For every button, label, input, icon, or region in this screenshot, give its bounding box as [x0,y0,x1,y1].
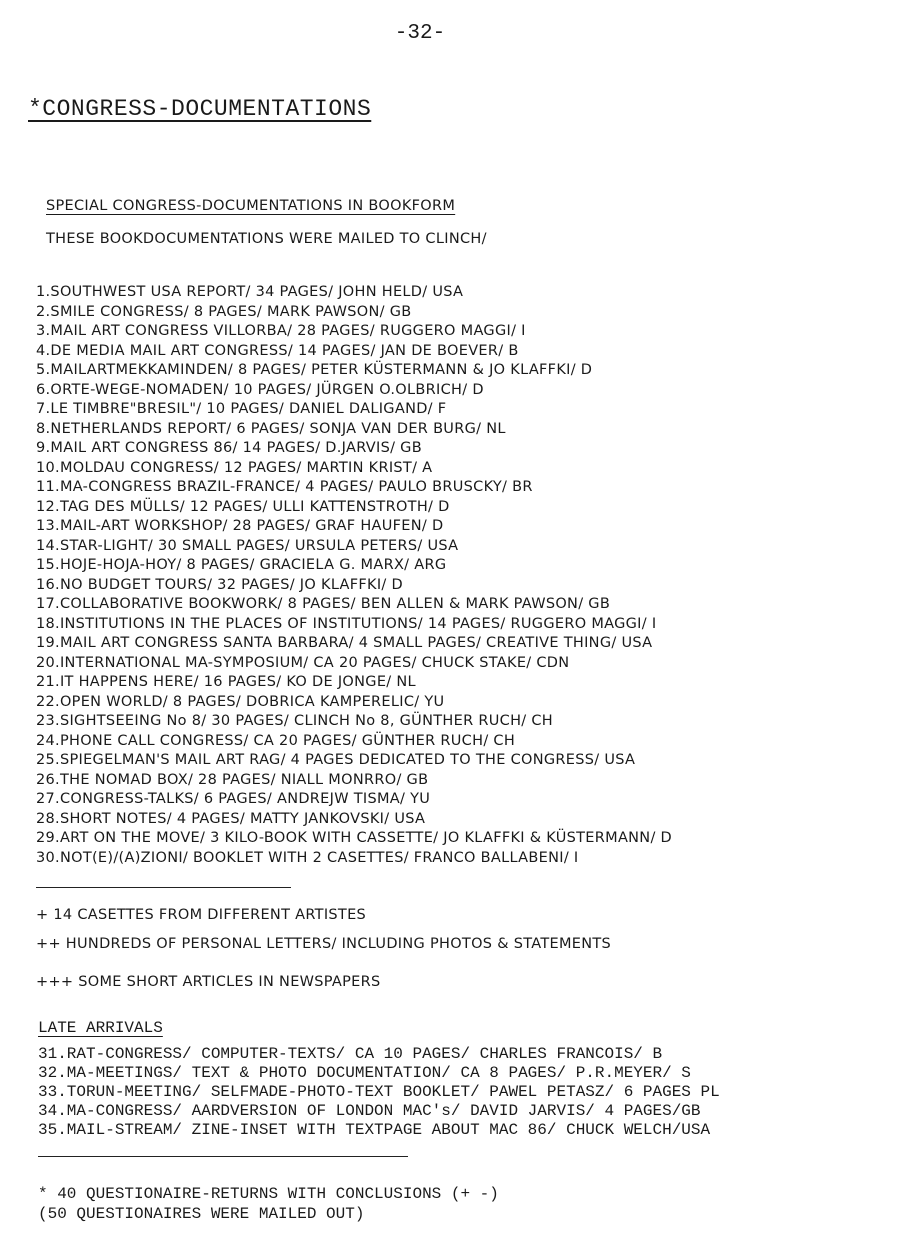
list-item: 11.MA-CONGRESS BRAZIL-FRANCE/ 4 PAGES/ PAULO BRUSCKY/ BR [36,479,533,495]
extra-note: +++ SOME SHORT ARTICLES IN NEWSPAPERS [36,974,381,990]
list-item: 23.SIGHTSEEING No 8/ 30 PAGES/ CLINCH No 8, GÜNTHER RUCH/ CH [36,713,553,729]
list-item: 17.COLLABORATIVE BOOKWORK/ 8 PAGES/ BEN ALLEN & MARK PAWSON/ GB [36,596,611,612]
list-item: 12.TAG DES MÜLLS/ 12 PAGES/ ULLI KATTENSTROTH/ D [36,498,450,515]
list-item: 20.INTERNATIONAL MA-SYMPOSIUM/ CA 20 PAGES/ CHUCK STAKE/ CDN [36,654,570,671]
footer-note: (50 QUESTIONAIRES WERE MAILED OUT) [38,1205,365,1223]
list-item: 4.DE MEDIA MAIL ART CONGRESS/ 14 PAGES/ JAN DE BOEVER/ B [36,342,519,359]
list-item: 10.MOLDAU CONGRESS/ 12 PAGES/ MARTIN KRIST/ A [36,459,433,476]
late-arrivals-list [38,1045,720,1140]
main-heading: *CONGRESS-DOCUMENTATIONS [28,96,372,122]
list-item: 34.MA-CONGRESS/ AARDVERSION OF LONDON MAC's/ DAVID JARVIS/ 4 PAGES/GB [38,1102,701,1120]
list-item: 30.NOT(E)/(A)ZIONI/ BOOKLET WITH 2 CASETTES/ FRANCO BALLABENI/ I [36,849,579,866]
list-item: 7.LE TIMBRE"BRESIL"/ 10 PAGES/ DANIEL DALIGAND/ F [36,401,447,417]
list-item: 3.MAIL ART CONGRESS VILLORBA/ 28 PAGES/ RUGGERO MAGGI/ I [36,323,526,339]
list-item: 22.OPEN WORLD/ 8 PAGES/ DOBRICA KAMPERELIC/ YU [36,693,445,710]
list-item: 15.HOJE-HOJA-HOY/ 8 PAGES/ GRACIELA G. MARX/ ARG [36,557,447,573]
list-item: 1.SOUTHWEST USA REPORT/ 34 PAGES/ JOHN HELD/ USA [36,284,464,300]
list-item: 35.MAIL-STREAM/ ZINE-INSET WITH TEXTPAGE ABOUT MAC 86/ CHUCK WELCH/USA [38,1121,711,1139]
list-item: 8.NETHERLANDS REPORT/ 6 PAGES/ SONJA VAN DER BURG/ NL [36,420,506,437]
list-item: 16.NO BUDGET TOURS/ 32 PAGES/ JO KLAFFKI/ D [36,576,403,593]
list-item: 5.MAILARTMEKKAMINDEN/ 8 PAGES/ PETER KÜSTERMANN & JO KLAFFKI/ D [36,362,593,378]
list-item: 33.TORUN-MEETING/ SELFMADE-PHOTO-TEXT BOOKLET/ PAWEL PETASZ/ 6 PAGES PL [38,1083,720,1101]
footer-note: * 40 QUESTIONAIRE-RETURNS WITH CONCLUSIONS (+ -) [38,1185,499,1203]
list-item: 6.ORTE-WEGE-NOMADEN/ 10 PAGES/ JÜRGEN O.OLBRICH/ D [36,381,484,398]
list-item: 26.THE NOMAD BOX/ 28 PAGES/ NIALL MONRRO/ GB [36,771,429,788]
list-item: 19.MAIL ART CONGRESS SANTA BARBARA/ 4 SMALL PAGES/ CREATIVE THING/ USA [36,635,653,651]
list-item: 14.STAR-LIGHT/ 30 SMALL PAGES/ URSULA PETERS/ USA [36,537,459,554]
list-item: 9.MAIL ART CONGRESS 86/ 14 PAGES/ D.JARVIS/ GB [36,440,422,456]
list-item: 29.ART ON THE MOVE/ 3 KILO-BOOK WITH CASSETTE/ JO KLAFFKI & KÜSTERMANN/ D [36,830,673,846]
list-item: 28.SHORT NOTES/ 4 PAGES/ MATTY JANKOVSKI/ USA [36,810,426,827]
divider-rule [36,887,291,888]
list-item: 27.CONGRESS-TALKS/ 6 PAGES/ ANDREJW TISMA/ YU [36,791,431,807]
late-arrivals-title: LATE ARRIVALS [38,1019,163,1037]
page-number: -32- [394,22,446,45]
intro-text: THESE BOOKDOCUMENTATIONS WERE MAILED TO CLINCH/ [46,231,487,247]
list-item: 13.MAIL-ART WORKSHOP/ 28 PAGES/ GRAF HAUFEN/ D [36,518,444,534]
divider-rule [38,1156,408,1157]
list-item: 18.INSTITUTIONS IN THE PLACES OF INSTITUTIONS/ 14 PAGES/ RUGGERO MAGGI/ I [36,615,657,632]
documentation-list [36,283,672,868]
list-item: 2.SMILE CONGRESS/ 8 PAGES/ MARK PAWSON/ GB [36,303,412,320]
list-item: 21.IT HAPPENS HERE/ 16 PAGES/ KO DE JONGE/ NL [36,674,416,690]
list-item: 31.RAT-CONGRESS/ COMPUTER-TEXTS/ CA 10 PAGES/ CHARLES FRANCOIS/ B [38,1045,663,1063]
section-title: SPECIAL CONGRESS-DOCUMENTATIONS IN BOOKFORM [46,198,456,214]
extra-note: ++ HUNDREDS OF PERSONAL LETTERS/ INCLUDING PHOTOS & STATEMENTS [36,936,612,952]
list-item: 25.SPIEGELMAN'S MAIL ART RAG/ 4 PAGES DEDICATED TO THE CONGRESS/ USA [36,752,636,768]
list-item: 32.MA-MEETINGS/ TEXT & PHOTO DOCUMENTATION/ CA 8 PAGES/ P.R.MEYER/ S [38,1064,691,1082]
list-item: 24.PHONE CALL CONGRESS/ CA 20 PAGES/ GÜNTHER RUCH/ CH [36,732,516,749]
extra-note: + 14 CASETTES FROM DIFFERENT ARTISTES [36,907,367,923]
